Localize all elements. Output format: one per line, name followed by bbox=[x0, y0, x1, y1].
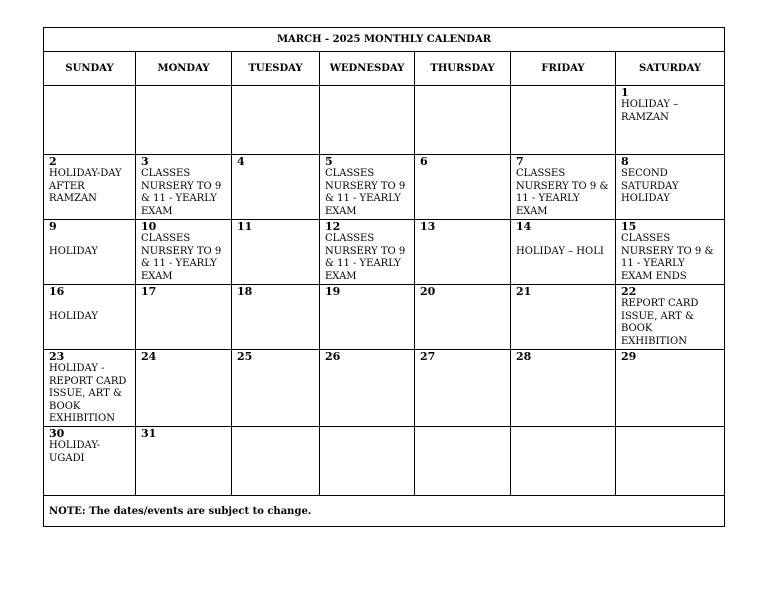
day-event: HOLIDAY bbox=[49, 245, 98, 257]
day-number: 12 bbox=[325, 220, 341, 233]
calendar-note: NOTE: The dates/events are subject to change. bbox=[44, 496, 725, 527]
weekday-header-saturday: SATURDAY bbox=[616, 52, 725, 86]
day-event: REPORT CARD ISSUE, ART & BOOK EXHIBITION bbox=[621, 298, 699, 347]
day-event: HOLIDAY - REPORT CARD ISSUE, ART & BOOK EXHIBITION bbox=[49, 363, 127, 425]
day-cell bbox=[415, 86, 511, 155]
day-cell bbox=[616, 285, 725, 350]
day-event: CLASSES NURSERY TO 9 & 11 - YEARLY EXAM bbox=[325, 233, 406, 282]
day-event: HOLIDAY – RAMZAN bbox=[621, 99, 679, 123]
day-number: 16 bbox=[49, 285, 65, 298]
day-cell bbox=[44, 220, 136, 285]
day-event: CLASSES NURSERY TO 9 & 11 - YEARLY EXAM bbox=[141, 233, 222, 282]
weekday-header-monday: MONDAY bbox=[136, 52, 232, 86]
day-number: 18 bbox=[237, 285, 253, 298]
week-row bbox=[44, 220, 725, 285]
day-cell bbox=[511, 285, 616, 350]
day-cell bbox=[136, 350, 232, 427]
day-event: SECOND SATURDAY HOLIDAY bbox=[621, 168, 679, 205]
weekday-header-wednesday: WEDNESDAY bbox=[320, 52, 415, 86]
day-number: 11 bbox=[237, 220, 253, 233]
day-number: 8 bbox=[621, 155, 629, 168]
day-event: HOLIDAY – HOLI bbox=[516, 245, 604, 257]
weekday-header-tuesday: TUESDAY bbox=[232, 52, 320, 86]
weekday-header-sunday: SUNDAY bbox=[44, 52, 136, 86]
day-cell bbox=[415, 285, 511, 350]
day-cell bbox=[44, 86, 136, 155]
day-cell bbox=[616, 350, 725, 427]
day-cell bbox=[320, 155, 415, 220]
day-cell bbox=[44, 155, 136, 220]
day-event: CLASSES NURSERY TO 9 & 11 - YEARLY EXAM bbox=[516, 168, 609, 217]
day-cell bbox=[232, 155, 320, 220]
day-cell bbox=[415, 220, 511, 285]
day-number: 5 bbox=[325, 155, 333, 168]
day-cell bbox=[511, 427, 616, 496]
day-number: 7 bbox=[516, 155, 524, 168]
day-event: CLASSES NURSERY TO 9 & 11 - YEARLY EXAM ENDS bbox=[621, 233, 714, 282]
day-number: 21 bbox=[516, 285, 532, 298]
day-cell bbox=[232, 220, 320, 285]
day-number: 3 bbox=[141, 155, 149, 168]
day-cell bbox=[320, 427, 415, 496]
day-cell bbox=[232, 427, 320, 496]
day-number: 23 bbox=[49, 350, 65, 363]
day-cell bbox=[616, 86, 725, 155]
day-number: 15 bbox=[621, 220, 637, 233]
day-cell bbox=[415, 155, 511, 220]
day-cell bbox=[136, 220, 232, 285]
day-cell bbox=[616, 220, 725, 285]
day-cell bbox=[616, 427, 725, 496]
day-cell bbox=[616, 155, 725, 220]
day-number: 4 bbox=[237, 155, 245, 168]
day-number: 1 bbox=[621, 86, 629, 99]
day-cell bbox=[44, 285, 136, 350]
day-number: 29 bbox=[621, 350, 637, 363]
day-number: 17 bbox=[141, 285, 157, 298]
week-row bbox=[44, 86, 725, 155]
day-cell bbox=[415, 427, 511, 496]
day-cell bbox=[320, 220, 415, 285]
day-cell bbox=[136, 86, 232, 155]
day-event: HOLIDAY-DAY AFTER RAMZAN bbox=[49, 168, 122, 205]
day-cell bbox=[44, 350, 136, 427]
day-event: CLASSES NURSERY TO 9 & 11 - YEARLY EXAM bbox=[141, 168, 222, 217]
day-number: 20 bbox=[420, 285, 436, 298]
day-number: 2 bbox=[49, 155, 57, 168]
week-row bbox=[44, 285, 725, 350]
day-number: 30 bbox=[49, 427, 65, 440]
day-cell bbox=[136, 155, 232, 220]
day-cell bbox=[136, 285, 232, 350]
day-cell bbox=[320, 86, 415, 155]
weekday-header-thursday: THURSDAY bbox=[415, 52, 511, 86]
day-cell bbox=[320, 350, 415, 427]
day-number: 27 bbox=[420, 350, 436, 363]
day-cell bbox=[136, 427, 232, 496]
day-cell bbox=[415, 350, 511, 427]
day-cell bbox=[511, 220, 616, 285]
day-event: CLASSES NURSERY TO 9 & 11 - YEARLY EXAM bbox=[325, 168, 406, 217]
day-number: 9 bbox=[49, 220, 57, 233]
day-number: 22 bbox=[621, 285, 637, 298]
day-number: 26 bbox=[325, 350, 341, 363]
weekday-header-friday: FRIDAY bbox=[511, 52, 616, 86]
day-number: 25 bbox=[237, 350, 253, 363]
monthly-calendar bbox=[43, 27, 725, 527]
day-event: HOLIDAY- UGADI bbox=[49, 440, 101, 464]
week-row bbox=[44, 155, 725, 220]
day-number: 14 bbox=[516, 220, 532, 233]
day-event: HOLIDAY bbox=[49, 310, 98, 322]
day-cell bbox=[320, 285, 415, 350]
day-cell bbox=[232, 350, 320, 427]
day-number: 6 bbox=[420, 155, 428, 168]
day-number: 28 bbox=[516, 350, 532, 363]
day-cell bbox=[511, 155, 616, 220]
day-cell bbox=[232, 285, 320, 350]
day-number: 10 bbox=[141, 220, 157, 233]
day-number: 31 bbox=[141, 427, 157, 440]
day-number: 13 bbox=[420, 220, 436, 233]
week-row bbox=[44, 427, 725, 496]
day-cell bbox=[232, 86, 320, 155]
week-row bbox=[44, 350, 725, 427]
day-number: 24 bbox=[141, 350, 157, 363]
day-cell bbox=[511, 350, 616, 427]
calendar-title: MARCH - 2025 MONTHLY CALENDAR bbox=[44, 28, 725, 52]
day-cell bbox=[511, 86, 616, 155]
day-cell bbox=[44, 427, 136, 496]
day-number: 19 bbox=[325, 285, 341, 298]
